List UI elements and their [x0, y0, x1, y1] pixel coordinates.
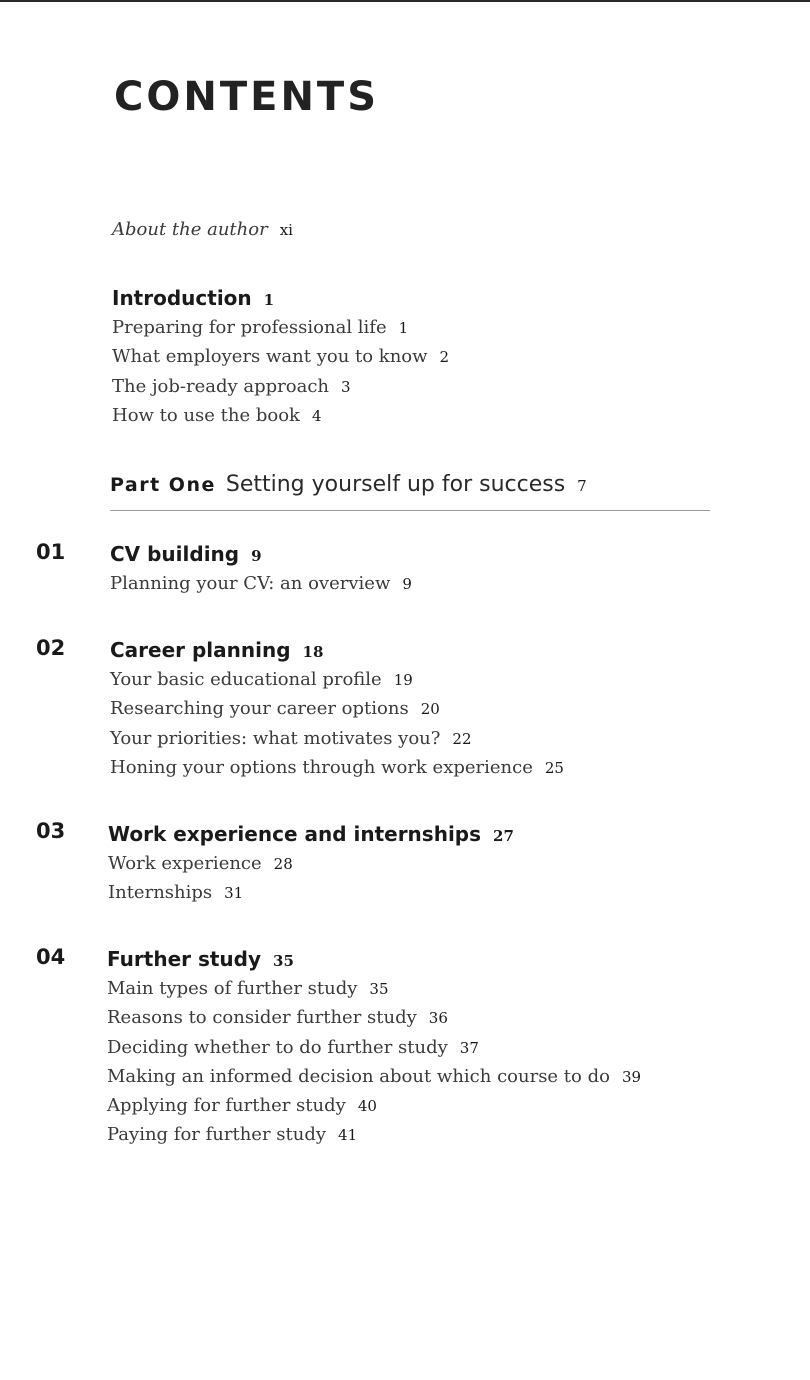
toc-entry[interactable]: [107, 1003, 641, 1032]
toc-chapter-section: [110, 635, 564, 782]
toc-entry-label: Planning your CV: an overview: [110, 573, 391, 594]
toc-entry-label: Reasons to consider further study: [107, 1007, 417, 1029]
toc-entry-label: Work experience: [108, 853, 262, 874]
toc-chapter-heading[interactable]: [107, 944, 641, 974]
toc-page-number: 22: [452, 729, 472, 748]
toc-chapter-heading[interactable]: [108, 819, 514, 849]
toc-chapter-heading[interactable]: [110, 635, 564, 665]
toc-page-number: 9: [402, 575, 412, 593]
toc-page-number: 39: [621, 1067, 642, 1086]
part-label: Part One: [110, 474, 216, 496]
chapter-number: 02: [36, 636, 66, 660]
toc-heading-label: Introduction: [112, 286, 252, 310]
toc-entry-label: Honing your options through work experience: [110, 756, 533, 778]
toc-page-number: 37: [459, 1038, 479, 1057]
toc-entry[interactable]: [112, 401, 449, 430]
toc-about-author[interactable]: [112, 219, 293, 240]
toc-page-number: 20: [420, 700, 440, 719]
toc-introduction-heading[interactable]: [112, 283, 449, 313]
toc-page-number: 9: [251, 547, 262, 565]
toc-entry[interactable]: [107, 1091, 641, 1120]
toc-heading-label: CV building: [110, 542, 240, 566]
toc-page-number: 27: [493, 827, 514, 845]
toc-entry-label: Your priorities: what motivates you?: [110, 727, 441, 749]
toc-entry[interactable]: [112, 342, 449, 371]
toc-heading-label: Career planning: [110, 638, 291, 662]
toc-entry[interactable]: [107, 1033, 641, 1062]
toc-entry-label: The job-ready approach: [112, 375, 330, 397]
toc-chapter-heading[interactable]: [110, 539, 412, 569]
toc-page-number: 36: [428, 1009, 448, 1028]
part-title: Setting yourself up for success: [225, 472, 566, 497]
toc-page-number: 18: [302, 643, 324, 661]
toc-entry-label: What employers want you to know: [112, 346, 428, 368]
toc-entry[interactable]: [110, 694, 564, 723]
toc-entry-label: Paying for further study: [107, 1124, 327, 1146]
toc-entry[interactable]: [112, 372, 449, 401]
chapter-number: 03: [36, 819, 66, 843]
toc-page-number: 19: [393, 671, 413, 689]
toc-entry-label: Main types of further study: [107, 978, 358, 999]
toc-entry[interactable]: [107, 1062, 641, 1091]
toc-entry-label: How to use the book: [112, 404, 300, 426]
toc-entry-label: Deciding whether to do further study: [107, 1036, 448, 1058]
chapter-number: 04: [36, 945, 66, 969]
toc-page-number: 40: [357, 1097, 377, 1116]
toc-entry[interactable]: [112, 313, 449, 342]
top-edge-rule: [0, 0, 810, 2]
toc-introduction-section: [112, 283, 449, 430]
toc-page-number: 25: [544, 758, 564, 777]
toc-entry-label: Making an informed decision about which course to do: [107, 1065, 610, 1087]
toc-page-number: 1: [398, 319, 409, 337]
toc-entry-label: Internships: [108, 882, 213, 904]
chapter-number: 01: [36, 540, 66, 564]
page-title: CONTENTS: [114, 74, 380, 120]
toc-chapter-section: [108, 819, 514, 908]
toc-entry[interactable]: [108, 878, 514, 907]
toc-entry-label: Applying for further study: [107, 1095, 346, 1117]
toc-page-number: 35: [369, 980, 389, 998]
toc-entry[interactable]: [107, 974, 641, 1003]
toc-entry[interactable]: [108, 849, 514, 878]
toc-page-number: 41: [338, 1126, 358, 1145]
toc-page-number: 3: [341, 377, 351, 396]
toc-chapter-section: [107, 944, 641, 1150]
toc-page-number: 2: [439, 348, 450, 367]
toc-entry[interactable]: [110, 665, 564, 694]
toc-page-number: xi: [279, 221, 293, 239]
toc-entry-label: Your basic educational profile: [110, 669, 382, 690]
toc-entry-label: Researching your career options: [110, 698, 409, 720]
toc-page-number: 35: [273, 952, 294, 970]
toc-entry-label: About the author: [112, 219, 268, 240]
toc-page-number: 4: [311, 406, 322, 425]
toc-part-heading[interactable]: [110, 472, 587, 497]
toc-entry[interactable]: [110, 753, 564, 782]
toc-entry-label: Preparing for professional life: [112, 317, 387, 338]
toc-heading-label: Further study: [107, 947, 262, 971]
toc-page-number: 1: [263, 291, 275, 309]
toc-entry[interactable]: [110, 724, 564, 753]
toc-entry[interactable]: [107, 1120, 641, 1149]
toc-page-number: 28: [273, 855, 293, 873]
part-divider: [110, 510, 710, 511]
toc-page-number: 7: [577, 477, 587, 495]
toc-chapter-section: [110, 539, 412, 598]
toc-entry[interactable]: [110, 569, 412, 598]
toc-heading-label: Work experience and internships: [108, 822, 482, 846]
toc-page-number: 31: [224, 884, 244, 903]
